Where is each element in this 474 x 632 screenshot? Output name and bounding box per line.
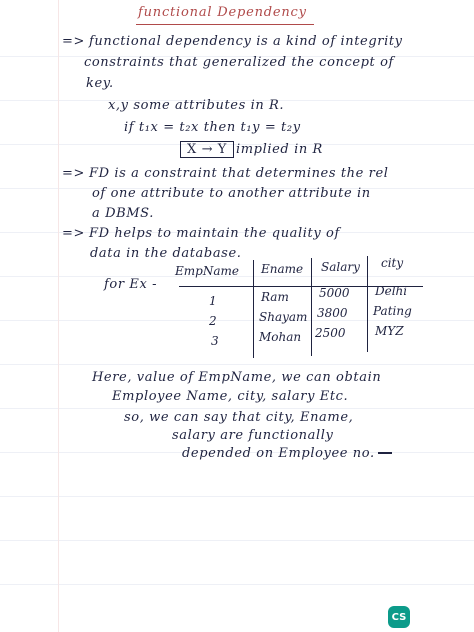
table-cell: 3800 [317, 306, 348, 320]
bullet-arrow-icon: => [62, 166, 85, 181]
ruled-line [0, 584, 474, 585]
table-header-cell: Ename [261, 262, 304, 276]
table-cell: 1 [209, 294, 217, 308]
table-cell: Ram [261, 290, 289, 304]
title-underline [136, 24, 314, 25]
para2-line2: of one attribute to another attribute in [92, 186, 371, 201]
end-dash [378, 452, 392, 454]
table-cell: Mohan [259, 330, 302, 344]
fd-notation-box: X → Y [180, 141, 234, 158]
camscanner-logo-icon: CS [388, 606, 410, 628]
table-column-rule [367, 256, 368, 352]
table-cell: 3 [211, 334, 219, 348]
table-cell: 2500 [315, 326, 346, 340]
para4-line1: Here, value of EmpName, we can obtain [92, 370, 382, 385]
para2-text-1: FD is a constraint that determines the rel [89, 166, 389, 181]
para5-line3: depended on Employee no. [182, 446, 375, 461]
table-cell: Pating [373, 304, 412, 318]
para1-line3: key. [86, 76, 114, 91]
implied-text: implied in R [236, 142, 323, 157]
table-header-cell: Salary [321, 260, 360, 274]
table-column-rule [253, 260, 254, 358]
para1-text-1: functional dependency is a kind of integrity [89, 34, 403, 49]
ruled-line [0, 364, 474, 365]
para3-line2: data in the database. [90, 246, 242, 261]
example-line3 [180, 141, 323, 158]
para5-line2: salary are functionally [172, 428, 334, 443]
example-line1: x,y some attributes in R. [108, 98, 285, 113]
example-line2: if t₁x = t₂x then t₁y = t₂y [124, 120, 301, 135]
para3-line1 [62, 226, 340, 241]
table-cell: Shayam [259, 310, 308, 324]
para1-line1 [62, 34, 403, 49]
ruled-line [0, 540, 474, 541]
para3-text-1: FD helps to maintain the quality of [89, 226, 340, 241]
ruled-line [0, 320, 474, 321]
table-column-rule [311, 258, 312, 356]
margin-line [58, 0, 59, 632]
table-lead: for Ex - [104, 277, 158, 292]
table-cell: Delhi [375, 284, 408, 298]
table-cell: 2 [209, 314, 217, 328]
ruled-line [0, 496, 474, 497]
ruled-line [0, 408, 474, 409]
table-cell: 5000 [319, 286, 350, 300]
table-header-cell: EmpName [175, 264, 239, 278]
table-cell: MYZ [375, 324, 404, 338]
page-title: functional Dependency [138, 5, 307, 20]
para4-line2: Employee Name, city, salary Etc. [112, 389, 349, 404]
table-header-cell: city [381, 256, 404, 270]
para2-line1 [62, 166, 389, 181]
bullet-arrow-icon: => [62, 34, 85, 49]
para2-line3: a DBMS. [92, 206, 154, 221]
para1-line2: constraints that generalized the concept of [84, 55, 394, 70]
bullet-arrow-icon: => [62, 226, 85, 241]
para5-line1: so, we can say that city, Ename, [124, 410, 354, 425]
